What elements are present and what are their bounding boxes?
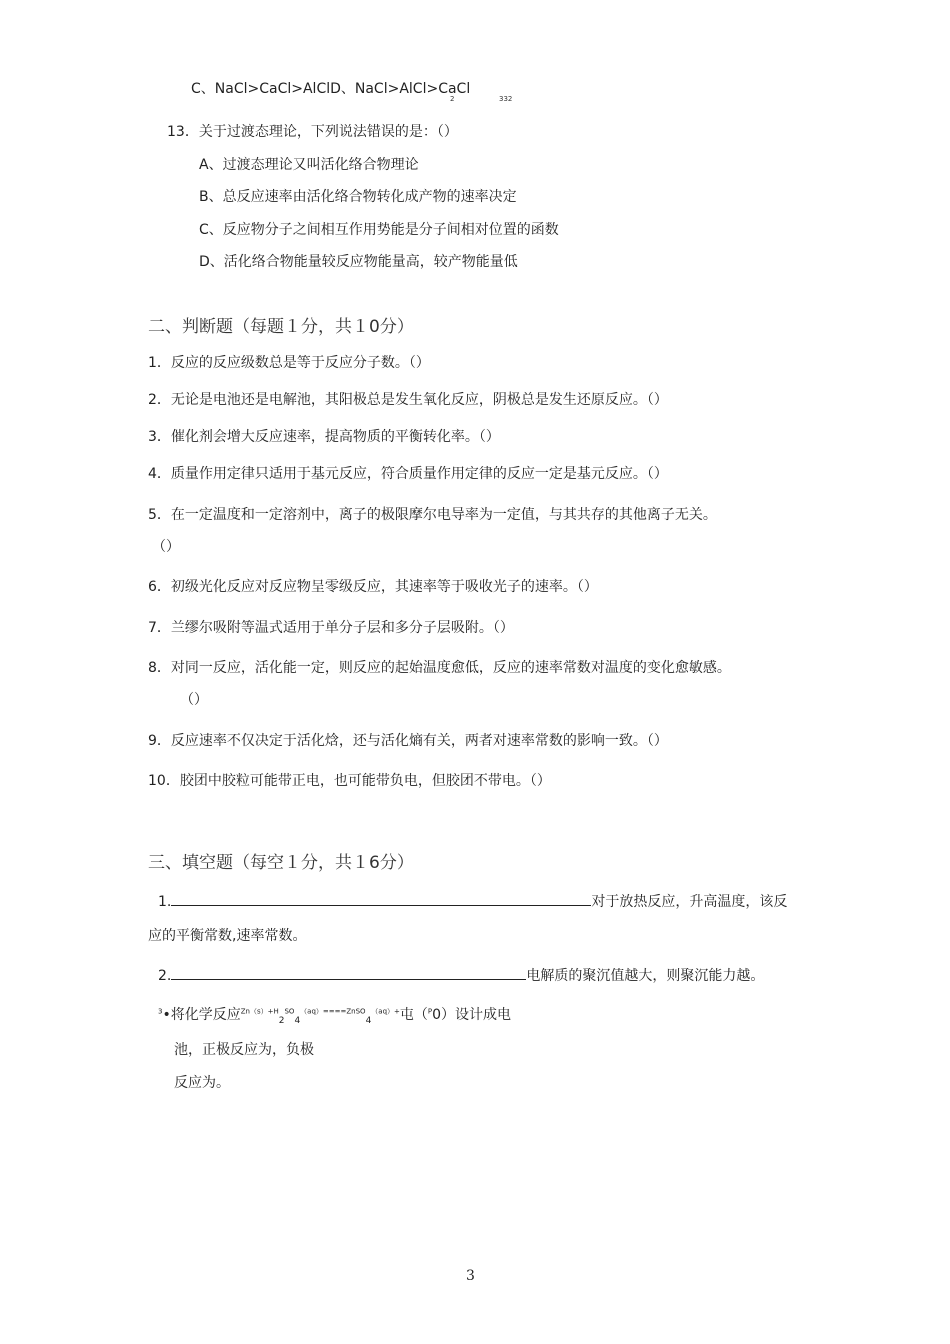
fill-blank-2[interactable] [171,965,526,980]
equation-reactants: Zn（s）+H [240,1007,279,1016]
fill-question-1-text: 对于放热反应，升高温度，该反 [591,894,788,910]
option-c-line: C、NaCl>CaCl>AlClD、NaCl>AlCl>CaCl [191,81,471,97]
fill-question-3-line2: 池，正极反应为，负极 [174,1042,314,1058]
fill-question-2-text: 电解质的聚沉值越大，则聚沉能力越。 [526,968,765,984]
tf-item-8-paren: （） [180,692,208,708]
fill-question-3-tail-p: P [427,1007,433,1016]
equation-so: SO [284,1007,295,1016]
fill-question-3-tail-a: 屯（ [399,1007,428,1023]
tf-item-2: 2．无论是电池还是电解池，其阳极总是发生氧化反应，阴极总是发生还原反应。（） [148,392,668,408]
fill-question-1 [158,891,787,911]
question-13-option-c: C、反应物分子之间相互作用势能是分子间相对位置的函数 [199,222,559,238]
tf-item-10: 10．胶团中胶粒可能带正电，也可能带负电，但胶团不带电。（） [148,773,551,789]
tf-item-1: 1．反应的反应级数总是等于反应分子数。（） [148,355,430,371]
subscript-2: 2 [450,95,455,103]
equation-sub-1: 2 [278,1015,285,1026]
tf-item-5-paren: （） [152,539,180,555]
question-13-option-a: A、过渡态理论又叫活化络合物理论 [199,157,419,173]
fill-question-3 [158,1004,511,1026]
equation-product-state: （aq）+ [371,1007,400,1016]
fill-question-3-lead: •将化学反应 [162,1007,241,1023]
fill-question-2-number: 2. [158,968,172,984]
tf-item-9: 9．反应速率不仅决定于活化焓，还与活化熵有关，两者对速率常数的影响一致。（） [148,733,668,749]
fill-question-1-number: 1. [158,894,172,910]
equation-product: ZnSO [346,1007,366,1016]
tf-item-6: 6．初级光化反应对反应物呈零级反应，其速率等于吸收光子的速率。（） [148,579,598,595]
fill-question-3-tail-b: 0）设计成电 [432,1007,512,1023]
equation-arrow: （aq）==== [300,1007,347,1016]
tf-item-7: 7．兰缪尔吸附等温式适用于单分子层和多分子层吸附。（） [148,620,514,636]
question-13-stem: 13．关于过渡态理论，下列说法错误的是：（） [167,124,458,140]
section-3-heading: 三、填空题（每空１分，共１6分） [148,853,414,873]
question-13-option-d: D、活化络合物能量较反应物能量高，较产物能量低 [199,254,518,270]
tf-item-8: 8．对同一反应，活化能一定，则反应的起始温度愈低，反应的速率常数对温度的变化愈敏感。 [148,660,731,676]
tf-item-3: 3．催化剂会增大反应速率，提高物质的平衡转化率。（） [148,429,500,445]
fill-question-2 [158,965,764,985]
question-13-option-b: B、总反应速率由活化络合物转化成产物的速率决定 [199,189,517,205]
subscript-332: 332 [499,95,513,103]
equation-sub-3: 4 [365,1015,372,1026]
section-2-heading: 二、判断题（每题１分，共１0分） [148,317,414,337]
fill-question-1-line2: 应的平衡常数,速率常数。 [148,928,307,944]
tf-item-4: 4．质量作用定律只适用于基元反应，符合质量作用定律的反应一定是基元反应。（） [148,466,668,482]
fill-blank-1[interactable] [171,891,591,906]
tf-item-5: 5．在一定温度和一定溶剂中，离子的极限摩尔电导率为一定值，与其共存的其他离子无关。 [148,507,717,523]
page-number: 3 [466,1268,475,1284]
fill-question-3-line3: 反应为。 [174,1075,230,1091]
equation-sub-2: 4 [294,1015,301,1026]
fill-question-3-number: 3 [158,1007,163,1016]
